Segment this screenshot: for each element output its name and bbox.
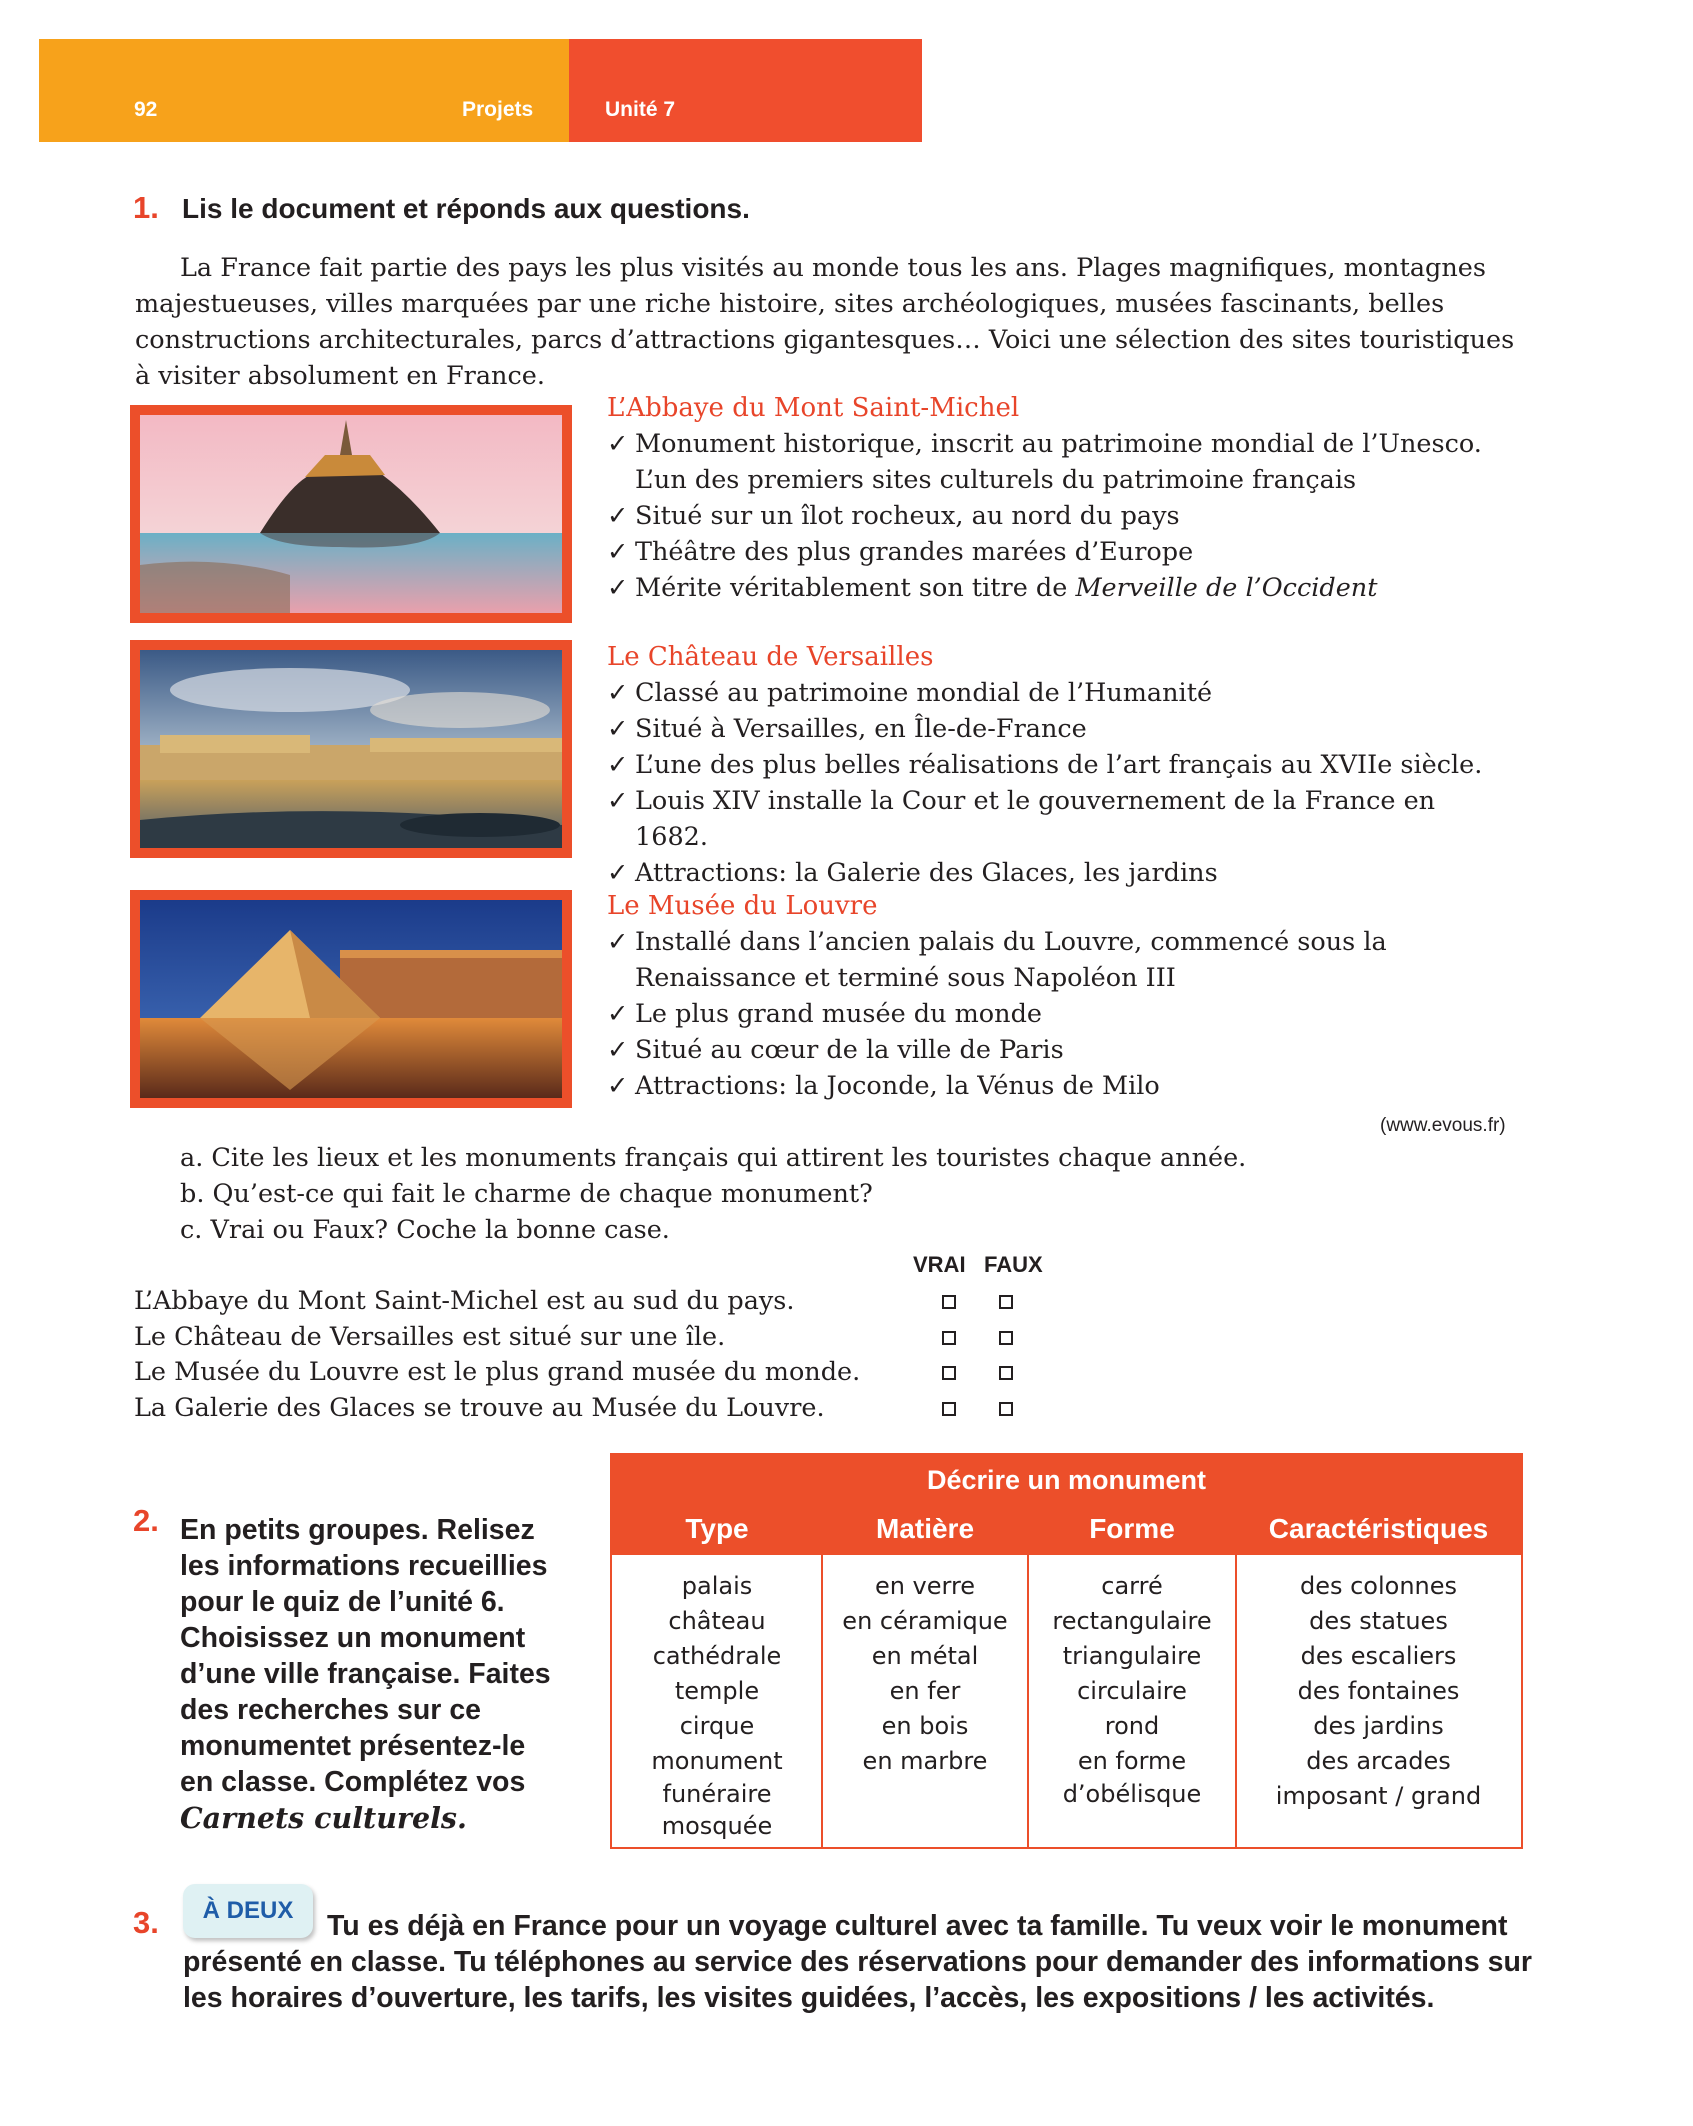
checkbox-icon[interactable] bbox=[999, 1295, 1013, 1309]
faux-header: FAUX bbox=[984, 1252, 1043, 1277]
tf-statement: Le Château de Versailles est situé sur une île. bbox=[134, 1322, 726, 1352]
site-bullets-louvre bbox=[607, 924, 1507, 1104]
list-item: ✓ Théâtre des plus grandes marées d’Europe bbox=[607, 534, 1507, 570]
list-item: ✓ Le plus grand musée du monde bbox=[607, 996, 1507, 1032]
checkmark-icon: ✓ bbox=[607, 999, 629, 1029]
exercise2-number: 2. bbox=[133, 1503, 159, 1538]
page-number: 92 bbox=[134, 98, 158, 121]
column-header-type: Type bbox=[685, 1513, 749, 1544]
list-item: ✓ Situé sur un îlot rocheux, au nord du pays bbox=[607, 498, 1507, 534]
column-header-forme: Forme bbox=[1089, 1513, 1175, 1544]
list-item: ✓ Attractions: la Galerie des Glaces, les jardins bbox=[607, 855, 1507, 891]
checkbox-icon[interactable] bbox=[999, 1366, 1013, 1380]
checkmark-icon: ✓ bbox=[607, 714, 629, 744]
list-item: ✓ Situé au cœur de la ville de Paris bbox=[607, 1032, 1507, 1068]
checkmark-icon: ✓ bbox=[607, 1035, 629, 1065]
column-caracteristiques-items: des colonnes des statues des escaliers des fontaines des jardins des arcades imposant / grand bbox=[1275, 1572, 1482, 1810]
checkbox-icon[interactable] bbox=[999, 1331, 1013, 1345]
source-citation: (www.evous.fr) bbox=[1380, 1115, 1506, 1136]
column-header-caracteristiques: Caractéristiques bbox=[1268, 1513, 1489, 1544]
exercise3-number: 3. bbox=[133, 1905, 159, 1940]
list-item: ✓ Classé au patrimoine mondial de l’Humanité bbox=[607, 675, 1507, 711]
checkbox-icon[interactable] bbox=[942, 1402, 956, 1416]
exercise1-number: 1. bbox=[133, 190, 159, 225]
header-red-band bbox=[569, 39, 922, 142]
exercise1-instruction: Lis le document et réponds aux questions. bbox=[182, 193, 750, 224]
carnets-culturels-label: Carnets culturels. bbox=[180, 1801, 467, 1835]
checkmark-icon: ✓ bbox=[607, 678, 629, 708]
exercise2-instruction: En petits groupes. Relisez les informations recueillies pour le quiz de l’unité 6. Choisissez un monument d’une ville française. Faites des recherches sur ce monumentet présentez-le en classe. Complétez vos Carnets culturels. bbox=[180, 1512, 560, 1836]
tf-statement: L’Abbaye du Mont Saint-Michel est au sud du pays. bbox=[134, 1286, 795, 1316]
question-b: b. Qu’est-ce qui fait le charme de chaque monument? bbox=[180, 1179, 873, 1209]
unit-label: Unité 7 bbox=[605, 98, 676, 121]
checkmark-icon: ✓ bbox=[607, 927, 629, 957]
checkmark-icon: ✓ bbox=[607, 858, 629, 888]
question-a: a. Cite les lieux et les monuments français qui attirent les touristes chaque année. bbox=[180, 1143, 1247, 1173]
checkbox-icon[interactable] bbox=[999, 1402, 1013, 1416]
checkbox-icon[interactable] bbox=[942, 1366, 956, 1380]
question-c: c. Vrai ou Faux? Coche la bonne case. bbox=[180, 1215, 670, 1245]
chateau-de-versailles-photo bbox=[130, 640, 572, 858]
checkmark-icon: ✓ bbox=[607, 429, 629, 459]
column-type-items: palais château cathédrale temple cirque monument funéraire mosquée bbox=[651, 1572, 783, 1840]
site-bullets-mont-saint-michel bbox=[607, 426, 1507, 606]
tf-statement: Le Musée du Louvre est le plus grand musée du monde. bbox=[134, 1357, 861, 1387]
list-item: ✓ Situé à Versailles, en Île-de-France bbox=[607, 711, 1507, 747]
site-title-louvre: Le Musée du Louvre bbox=[607, 891, 878, 921]
column-header-matiere: Matière bbox=[875, 1513, 975, 1544]
list-item: ✓ Installé dans l’ancien palais du Louvre, commencé sous la Renaissance et terminé sous Napoléon III bbox=[607, 924, 1507, 996]
mont-saint-michel-photo bbox=[130, 405, 572, 623]
checkbox-icon[interactable] bbox=[942, 1331, 956, 1345]
a-deux-badge: À DEUX bbox=[183, 1884, 313, 1938]
site-title-versailles: Le Château de Versailles bbox=[607, 642, 934, 672]
exercise3-line2: présenté en classe. Tu téléphones au service des réservations pour demander des informations sur bbox=[183, 1946, 1532, 1978]
list-item: ✓ L’une des plus belles réalisations de l’art français au XVIIe siècle. bbox=[607, 747, 1507, 783]
intro-paragraph: La France fait partie des pays les plus visités au monde tous les ans. Plages magnifiques, montagnes majestueuses, villes marquées par une riche histoire, sites archéologiques, musées fascinants, belles constructions architecturales, parcs d’attractions gigantesques… Voici une sélection des sites touristiques à visiter absolument en France. bbox=[135, 253, 1515, 391]
table-title: Décrire un monument bbox=[926, 1465, 1207, 1495]
checkmark-icon: ✓ bbox=[607, 537, 629, 567]
list-item: ✓ Monument historique, inscrit au patrimoine mondial de l’Unesco. L’un des premiers sites culturels du patrimoine français bbox=[607, 426, 1507, 498]
checkmark-icon: ✓ bbox=[607, 750, 629, 780]
tf-statement: La Galerie des Glaces se trouve au Musée du Louvre. bbox=[134, 1393, 825, 1423]
list-item: ✓ Louis XIV installe la Cour et le gouvernement de la France en 1682. bbox=[607, 783, 1507, 855]
column-matiere-items: en verre en céramique en métal en fer en bois en marbre bbox=[842, 1572, 1008, 1775]
checkmark-icon: ✓ bbox=[607, 786, 629, 816]
list-item: ✓ Mérite véritablement son titre de Merveille de l’Occident bbox=[607, 570, 1507, 606]
exercise3-line1: Tu es déjà en France pour un voyage culturel avec ta famille. Tu veux voir le monument bbox=[327, 1910, 1508, 1942]
exercise3-line3: les horaires d’ouverture, les tarifs, les visites guidées, l’accès, les expositions / les activités. bbox=[183, 1982, 1435, 2014]
vrai-header: VRAI bbox=[913, 1252, 966, 1277]
section-label: Projets bbox=[462, 98, 534, 121]
checkbox-icon[interactable] bbox=[942, 1295, 956, 1309]
checkmark-icon: ✓ bbox=[607, 1071, 629, 1101]
checkmark-icon: ✓ bbox=[607, 501, 629, 531]
site-bullets-versailles bbox=[607, 675, 1507, 891]
site-title-mont-saint-michel: L’Abbaye du Mont Saint-Michel bbox=[607, 393, 1020, 423]
musee-du-louvre-photo bbox=[130, 890, 572, 1108]
describe-monument-table bbox=[610, 1453, 1523, 1849]
column-forme-items: carré rectangulaire triangulaire circulaire rond en forme d’obélisque bbox=[1052, 1572, 1212, 1808]
checkmark-icon: ✓ bbox=[607, 573, 629, 603]
questions-block bbox=[180, 1140, 1246, 1248]
header-orange-band bbox=[39, 39, 569, 142]
list-item: ✓ Attractions: la Joconde, la Vénus de Milo bbox=[607, 1068, 1507, 1104]
